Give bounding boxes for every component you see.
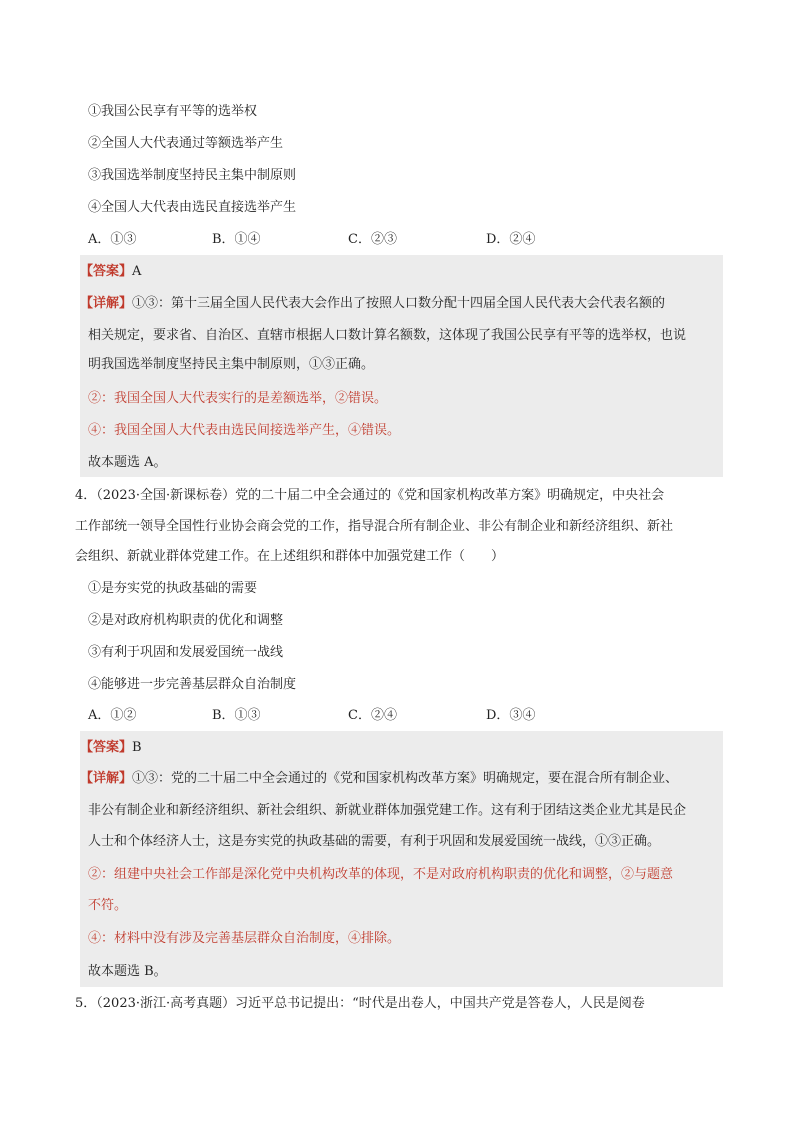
q3-statement-1: ①我国公民享有平等的选举权 — [88, 104, 258, 119]
q5-stem-line-1: 5．（2023·浙江·高考真题）习近平总书记提出：“时代是出卷人，中国共产党是答卷人，人民是阅卷 — [75, 996, 645, 1011]
detail-tag: 【详解】 — [80, 771, 133, 786]
q4-stem-line-3: 会组织、新就业群体党建工作。在上述组织和群体中加强党建工作（ ） — [75, 549, 505, 564]
q4-option-d: D．③④ — [486, 708, 536, 723]
answer-tag: 【答案】 — [80, 264, 133, 279]
q3-statement-4: ④全国人大代表由选民直接选举产生 — [88, 200, 297, 215]
detail-tag: 【详解】 — [80, 296, 133, 311]
q3-option-b: B．①④ — [212, 232, 261, 247]
q4-option-a: A．①② — [88, 708, 137, 723]
q4-statement-1: ①是夯实党的执政基础的需要 — [88, 581, 258, 596]
q4-wrong-line-1: ②：组建中央社会工作部是深化党中央机构改革的体现，不是对政府机构职责的优化和调整，②与题意 — [88, 867, 674, 882]
q3-wrong-line-1: ②：我国全国人大代表实行的是差额选举，②错误。 — [88, 391, 388, 406]
q4-statement-3: ③有利于巩固和发展爱国统一战线 — [88, 645, 284, 660]
q4-option-c: C．②④ — [348, 708, 397, 723]
q3-detail-line-1: 【详解】①③：第十三届全国人民代表大会作出了按照人口数分配十四届全国人民代表大会代表名额的 — [80, 296, 666, 311]
q4-stem-line-2: 工作部统一领导全国性行业协会商会党的工作，指导混合所有制企业、非公有制企业和新经济组织、新社 — [75, 519, 674, 534]
q3-answer — [80, 263, 141, 281]
q4-conclusion: 故本题选 B。 — [88, 964, 167, 979]
q3-option-d: D．②④ — [486, 232, 536, 247]
q4-option-b: B．①③ — [212, 708, 261, 723]
q3-detail-line-2: 相关规定，要求省、自治区、直辖市根据人口数计算名额数，这体现了我国公民享有平等的选举权，也说 — [88, 328, 687, 343]
q4-statement-2: ②是对政府机构职责的优化和调整 — [88, 613, 284, 628]
q4-statement-4: ④能够进一步完善基层群众自治制度 — [88, 677, 297, 692]
q3-detail-line-3: 明我国选举制度坚持民主集中制原则，①③正确。 — [88, 357, 375, 372]
q3-statement-3: ③我国选举制度坚持民主集中制原则 — [88, 168, 297, 183]
answer-value: B — [132, 740, 142, 755]
q4-detail-line-2: 非公有制企业和新经济组织、新社会组织、新就业群体加强党建工作。这有利于团结这类企业尤其是民企 — [88, 803, 687, 818]
q4-detail-line-3: 人士和个体经济人士，这是夯实党的执政基础的需要，有利于巩固和发展爱国统一战线，①③正确。 — [88, 834, 661, 849]
q3-option-a: A．①③ — [88, 232, 137, 247]
q3-statement-2: ②全国人大代表通过等额选举产生 — [88, 136, 284, 151]
q3-option-c: C．②③ — [348, 232, 397, 247]
q3-conclusion: 故本题选 A。 — [88, 455, 167, 470]
q4-wrong-line-2: 不符。 — [88, 898, 128, 913]
q4-answer — [80, 739, 142, 757]
q3-wrong-line-2: ④：我国全国人大代表由选民间接选举产生，④错误。 — [88, 423, 401, 438]
q4-detail-line-1: 【详解】①③：党的二十届二中全会通过的《党和国家机构改革方案》明确规定，要在混合所有制企业、 — [80, 771, 679, 786]
q4-wrong-line-3: ④：材料中没有涉及完善基层群众自治制度，④排除。 — [88, 931, 401, 946]
answer-tag: 【答案】 — [80, 740, 133, 755]
q4-stem-line-1: 4．（2023·全国·新课标卷）党的二十届二中全会通过的《党和国家机构改革方案》明确规定，中央社会 — [75, 488, 665, 503]
answer-value: A — [132, 264, 142, 279]
